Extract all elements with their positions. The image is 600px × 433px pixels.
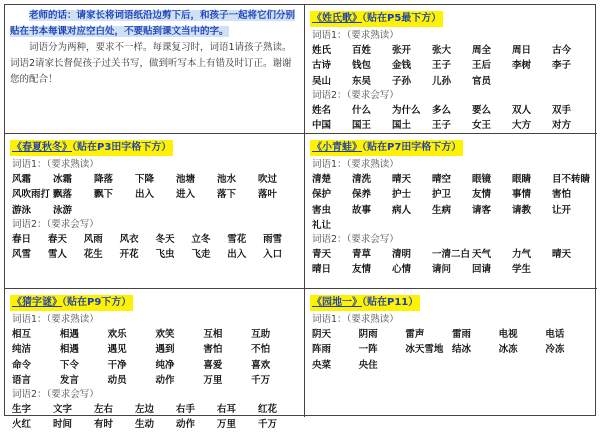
- vocab-word: 百姓: [352, 45, 372, 56]
- vocab-word: 喜欢: [251, 359, 271, 371]
- vocab-word: 万里: [203, 374, 223, 386]
- vocab-word: 语言: [12, 374, 32, 386]
- vocab-word: 池塘: [176, 174, 196, 185]
- vocab-word: 遇到: [155, 344, 175, 356]
- vocab-word: 害虫: [312, 204, 332, 216]
- vocab-word: 开花: [119, 249, 139, 261]
- words1-label: 词语1：（要求熟读）: [312, 159, 399, 170]
- section-title-text: 《姓氏歌》: [312, 13, 362, 24]
- vocab-word: 钱包: [352, 60, 372, 72]
- vocab-word: 李子: [552, 60, 572, 72]
- words2-label: 词语2：（要求会写）: [312, 89, 399, 101]
- vocab-word: 双人: [512, 104, 532, 116]
- vocab-word: 病人: [392, 204, 412, 216]
- vocab-word: 张大: [432, 45, 452, 56]
- vocab-word: 让开: [552, 204, 572, 216]
- vocab-word: 冰冻: [498, 344, 518, 356]
- vocab-word: 天气: [472, 249, 492, 261]
- vocab-word: 下降: [135, 174, 155, 185]
- section-title-text: 《园地一》: [312, 297, 362, 308]
- vocab-word: 王子: [432, 120, 452, 132]
- vocab-word: 冰霜: [53, 174, 73, 185]
- words1-list: [312, 43, 592, 89]
- vocab-word: 什么: [352, 104, 372, 116]
- vocab-word: 喜爱: [203, 359, 223, 371]
- words1-label: 词语1：（要求熟读）: [312, 314, 399, 325]
- vocab-word: 有时: [94, 419, 114, 431]
- vocab-word: 东吴: [352, 75, 372, 87]
- words1-label: 词语1：（要求熟读）: [312, 30, 399, 41]
- words1-list: [12, 327, 299, 388]
- vocab-word: 青草: [352, 249, 372, 261]
- vocab-word: 友情: [352, 264, 372, 276]
- section-placement: （贴在P11）: [362, 297, 419, 308]
- vocab-word: 友情: [472, 189, 492, 201]
- vocab-word: 阵雨: [312, 344, 332, 356]
- vocab-word: 金钱: [392, 60, 412, 72]
- vocab-word: 阴雨: [358, 329, 378, 340]
- vocab-word: 央菜: [312, 359, 332, 371]
- vocab-word: 下令: [59, 359, 79, 371]
- section-caizimi: [5, 289, 305, 431]
- vocab-word: 互助: [251, 329, 271, 340]
- vocab-word: 请客: [472, 204, 492, 216]
- vocab-word: 中国: [312, 120, 332, 132]
- vocab-word: 官员: [472, 75, 492, 87]
- vocab-word: 欢笑: [155, 329, 175, 340]
- vocab-word: 右手: [176, 404, 196, 416]
- vocab-word: 风霜: [12, 174, 32, 185]
- vocab-word: 礼让: [312, 219, 332, 231]
- vocab-word: 时间: [53, 419, 73, 431]
- words2-list: [312, 247, 592, 278]
- vocab-word: 干净: [107, 359, 127, 371]
- vocab-word: 遇见: [107, 344, 127, 356]
- vocab-word: 李树: [512, 60, 532, 72]
- vocab-word: 电视: [498, 329, 518, 340]
- vocab-word: 女王: [472, 120, 492, 132]
- vocab-word: 古诗: [312, 60, 332, 72]
- vocab-word: 左右: [94, 404, 114, 416]
- words1-list: [312, 172, 592, 233]
- vocab-word: 请问: [432, 264, 452, 276]
- vocab-word: 儿孙: [432, 75, 452, 87]
- vocab-word: 目不转睛: [552, 174, 591, 185]
- vocab-word: 文字: [53, 404, 73, 416]
- vocab-word: 雨雪: [263, 233, 283, 245]
- vocab-word: 泳游: [53, 204, 73, 216]
- vocab-word: 为什么: [392, 104, 421, 116]
- vocab-word: 立冬: [191, 233, 211, 245]
- section-placement: （贴在P7田字格下方）: [362, 142, 462, 153]
- vocab-word: 花生: [83, 249, 103, 261]
- section-placement: （贴在P9下方）: [62, 297, 132, 308]
- vocab-word: 一清二白: [432, 249, 471, 261]
- vocab-word: 雪人: [47, 249, 67, 261]
- vocab-word: 害怕: [203, 344, 223, 356]
- vocab-word: 火红: [12, 419, 32, 431]
- vocab-word: 央住: [358, 359, 378, 371]
- words1-list: [12, 172, 299, 218]
- vocab-word: 命令: [12, 359, 32, 371]
- vocab-word: 动作: [155, 374, 175, 386]
- vocab-word: 万里: [217, 419, 237, 431]
- vocab-word: 清明: [392, 249, 412, 261]
- vocab-word: 风雪: [12, 249, 32, 261]
- note-highlight: 老师的话：请家长将词语纸沿边剪下后，和孩子一起将它们分别贴在书本每课对应空白处，不要贴到课文当中的字。: [10, 10, 296, 37]
- words2-list: [312, 103, 592, 134]
- vocab-word: 护士: [392, 189, 412, 201]
- vocab-word: 生病: [432, 204, 452, 216]
- vocab-word: 飘落: [53, 189, 73, 201]
- vocab-word: 张开: [392, 45, 412, 56]
- section-title-text: 《猜字谜》: [12, 297, 62, 308]
- section-placement: （贴在P3田字格下方）: [72, 142, 172, 153]
- note-body: 词语分为两种，要求不一样。每课复习时，词语1请孩子熟读。词语2请家长督促孩子过关书写，做到听写本上有错及时订正。谢谢您的配合！: [10, 42, 292, 85]
- vocab-word: 相遇: [59, 329, 79, 340]
- vocab-word: 池水: [217, 174, 237, 185]
- vocab-word: 一阵: [358, 344, 378, 356]
- vocab-word: 春日: [12, 233, 32, 245]
- vocab-word: 风雨: [83, 233, 103, 245]
- section-placement: （贴在P5最下方）: [362, 13, 442, 24]
- vocab-word: 学生: [512, 264, 532, 276]
- words2-list: [12, 402, 299, 433]
- vocab-word: 请教: [512, 204, 532, 216]
- vocab-word: 落下: [217, 189, 237, 201]
- section-title: [310, 295, 420, 311]
- vocab-word: 吹过: [258, 174, 278, 185]
- vocab-word: 姓名: [312, 104, 332, 116]
- vocab-word: 入口: [263, 249, 283, 261]
- vocab-word: 纯净: [155, 359, 175, 371]
- vocab-word: 晴天: [392, 174, 412, 185]
- vocab-word: 国王: [352, 120, 372, 132]
- vocab-word: 相互: [12, 329, 32, 340]
- vocab-word: 千万: [251, 374, 271, 386]
- vocab-word: 雷声: [405, 329, 425, 340]
- vocab-word: 晴日: [312, 264, 332, 276]
- words1-list: [312, 327, 592, 373]
- vocab-word: 飘下: [94, 189, 114, 201]
- vocab-word: 雪花: [227, 233, 247, 245]
- vocab-word: 降落: [94, 174, 114, 185]
- vocab-word: 国土: [392, 120, 412, 132]
- vocab-word: 事情: [512, 189, 532, 201]
- worksheet-grid: [4, 4, 596, 431]
- vocab-word: 王子: [432, 60, 452, 72]
- vocab-word: 千万: [258, 419, 278, 431]
- vocab-word: 冷冻: [545, 344, 565, 356]
- vocab-word: 雷雨: [452, 329, 472, 340]
- vocab-word: 回请: [472, 264, 492, 276]
- vocab-word: 眼睛: [512, 174, 532, 185]
- vocab-word: 晴空: [432, 174, 452, 185]
- vocab-word: 大方: [512, 120, 532, 132]
- vocab-word: 动员: [107, 374, 127, 386]
- vocab-word: 不怕: [251, 344, 271, 356]
- vocab-word: 清洗: [352, 174, 372, 185]
- vocab-word: 吴山: [312, 75, 332, 87]
- section-yuandiyi: [305, 289, 597, 417]
- vocab-word: 动作: [176, 419, 196, 431]
- vocab-word: 发言: [59, 374, 79, 386]
- vocab-word: 保养: [352, 189, 372, 201]
- vocab-word: 对方: [552, 120, 572, 132]
- vocab-word: 出入: [227, 249, 247, 261]
- vocab-word: 王后: [472, 60, 492, 72]
- section-title: [10, 140, 173, 156]
- vocab-word: 多么: [432, 104, 452, 116]
- vocab-word: 互相: [203, 329, 223, 340]
- words1-label: 词语1：（要求熟读）: [12, 159, 99, 170]
- vocab-word: 纯洁: [12, 344, 32, 356]
- vocab-word: 护卫: [432, 189, 452, 201]
- words2-label: 词语2：（要求会写）: [312, 234, 399, 246]
- vocab-word: 清楚: [312, 174, 332, 185]
- section-xiaoqingwa: [305, 134, 597, 289]
- vocab-word: 风衣: [119, 233, 139, 245]
- section-title: [310, 11, 443, 27]
- vocab-word: 眼镜: [472, 174, 492, 185]
- words2-label: 词语2：（要求会写）: [12, 218, 99, 230]
- vocab-word: 青天: [312, 249, 332, 261]
- section-chunxiaqiudong: [5, 134, 305, 289]
- vocab-word: 生字: [12, 404, 32, 416]
- vocab-word: 保护: [312, 189, 332, 201]
- vocab-word: 结冰: [452, 344, 472, 356]
- teacher-note: [5, 5, 305, 134]
- words2-label: 词语2：（要求会写）: [12, 389, 99, 401]
- vocab-word: 周全: [472, 45, 492, 56]
- vocab-word: 害怕: [552, 189, 572, 201]
- vocab-word: 双手: [552, 104, 572, 116]
- vocab-word: 游泳: [12, 204, 32, 216]
- vocab-word: 风吹雨打: [12, 189, 51, 201]
- words2-list: [12, 232, 299, 263]
- vocab-word: 右耳: [217, 404, 237, 416]
- vocab-word: 欢乐: [107, 329, 127, 340]
- vocab-word: 冰天雪地: [405, 344, 444, 356]
- section-title: [10, 295, 133, 311]
- vocab-word: 左边: [135, 404, 155, 416]
- vocab-word: 进入: [176, 189, 196, 201]
- vocab-word: 阴天: [312, 329, 332, 340]
- vocab-word: 相遇: [59, 344, 79, 356]
- vocab-word: 古今: [552, 45, 572, 56]
- vocab-word: 春天: [47, 233, 67, 245]
- vocab-word: 晴天: [552, 249, 572, 261]
- section-title: [310, 140, 463, 156]
- vocab-word: 心情: [392, 264, 412, 276]
- vocab-word: 子孙: [392, 75, 412, 87]
- vocab-word: 生动: [135, 419, 155, 431]
- words1-label: 词语1：（要求熟读）: [12, 314, 99, 325]
- vocab-word: 出入: [135, 189, 155, 201]
- vocab-word: 电话: [545, 329, 565, 340]
- vocab-word: 力气: [512, 249, 532, 261]
- vocab-word: 红花: [258, 404, 278, 416]
- vocab-word: 要么: [472, 104, 492, 116]
- vocab-word: 飞虫: [155, 249, 175, 261]
- vocab-word: 落叶: [258, 189, 278, 201]
- section-title-text: 《春夏秋冬》: [12, 142, 72, 153]
- vocab-word: 故事: [352, 204, 372, 216]
- vocab-word: 姓氏: [312, 45, 332, 56]
- vocab-word: 周日: [512, 45, 532, 56]
- section-title-text: 《小青蛙》: [312, 142, 362, 153]
- vocab-word: 飞走: [191, 249, 211, 261]
- section-xingshige: [305, 5, 597, 134]
- vocab-word: 冬天: [155, 233, 175, 245]
